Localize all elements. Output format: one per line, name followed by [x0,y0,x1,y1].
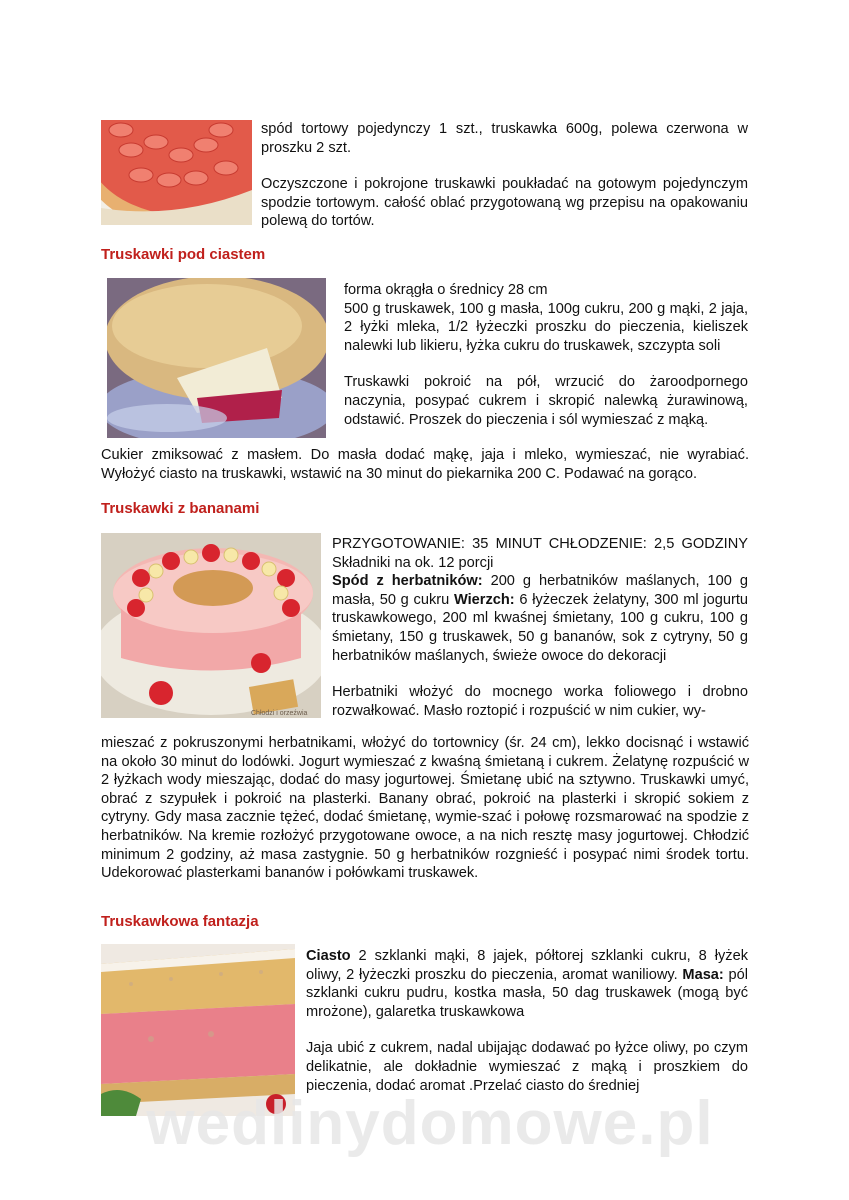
recipe3-base-label: Spód z herbatników: [332,573,483,590]
recipe1-ingredients: spód tortowy pojedynczy 1 szt., truskawka 600g, polewa czerwona w proszku 2 szt. [261,121,748,156]
recipe4-dough-label: Ciasto [306,948,351,964]
recipe2-ingredients: 500 g truskawek, 100 g masła, 100g cukru, 200 g mąki, 2 jaja, 2 łyżki mleka, 1/2 łyżeczki proszku do pieczenia, kieliszek nalewki lub likieru, łyżka cukru do truskawek, szczypta soli [344,300,748,354]
recipe4-ingredients [306,947,748,1021]
strawberry-tart-photo [101,120,252,225]
recipe1-text [261,120,748,231]
recipe4-mass-text: pól szklanki cukru pudru, kostka masła, 50 dag truskawek (mogą być mrożone), galaretka truskawkowa [306,966,749,1020]
recipe4-dough-text: 2 szklanki mąki, 8 jajek, półtorej szklanki cukru, 8 łyżek oliwy, 2 łyżeczki proszku do pieczenia, aromat waniliowy. [306,948,748,983]
recipe3-prep: PRZYGOTOWANIE: 35 MINUT CHŁODZENIE: 2,5 GODZINY Składniki na ok. 12 porcji [332,536,748,571]
recipe4-mass-label: Masa: [682,966,724,983]
recipe3-top-text: 6 łyżeczek żelatyny, 300 ml jogurtu truskawkowego, 200 ml kwaśnej śmietany, 100 g cukru, 100 g śmietany, 150 g truskawek, 50 g bananów, sok z cytryny, 50 g herbatników maślanych, świeże owoce do dekoracji [332,591,748,664]
recipe3-method-side: Herbatniki włożyć do mocnego worka foliowego i drobno rozwałkować. Masło roztopić i rozpuścić w nim cukier, wy- [332,684,748,719]
recipe2-form: forma okrągła o średnicy 28 cm [344,282,548,298]
recipe3-top-label: Wierzch: [453,591,515,608]
recipe4-method: Jaja ubić z cukrem, nadal ubijając dodawać po łyżce oliwy, po czym delikatnie, ale dokładnie wymieszać z mąką i proszkiem do pieczenia, dodać aromat .Przelać ciasto do średniej [306,1040,748,1094]
watermark: wedlinydomowe.pl [146,1089,714,1158]
recipe2-side-text [344,281,748,429]
recipe3-method-full: mieszać z pokruszonymi herbatnikami, włożyć do tortownicy (śr. 24 cm), lekko docisnąć i wstawić na około 30 minut do lodówki. Jogurt wymieszać z kwaśną śmietaną i cukrem. Żelatynę rozpuścić w 2 łyżkach wody mieszając, dodać do masy jogurtowej. Śmietanę ubić na sztywno. Truskawki umyć, obrać z szypułek i pokroić na plasterki. Banany obrać, pokroić na plasterki i skropić sokiem z cytryny. Gdy masa zacznie tężeć, dodać śmietanę, wymie-szać i połowę rozsmarować na spodzie z herbatników. Na kremie rozłożyć przygotowane owoce, a na nich resztę masy jogurtowej. Chłodzić minimum 2 godziny, aż masa zastygnie. 50 g herbatników rozgnieść i posypać nimi środek tortu. Udekorować plasterkami bananów i połówkami truskawek. [101,735,749,882]
recipe4-side-text [306,947,748,1095]
recipe1-method: Oczyszczone i pokrojone truskawki poukładać na gotowym pojedynczym spodzie tortowym. całość oblać przygotowaną wg przepisu na opakowaniu polewą do tortów. [261,176,748,230]
recipe3-title: Truskawki z bananami [101,500,260,517]
recipe3-side-text [332,535,748,720]
recipe3-ingredients [332,572,748,665]
recipe2-method-full: Cukier zmiksować z masłem. Do masła dodać mąkę, jaja i mleko, wymieszać, nie wyrabiać. Wyłożyć ciasto na truskawki, wstawić na 30 minut do piekarnika 200 C. Podawać na gorąco. [101,447,749,482]
recipe3-base-text: 200 g herbatników maślanych, 100 g masła, 50 g cukru [332,573,748,608]
recipe4-title: Truskawkowa fantazja [101,913,259,930]
strawberry-cake-photo [107,278,326,438]
recipe2-title: Truskawki pod ciastem [101,246,266,263]
photo-caption: Chłodzi i orzeźwia [251,710,308,717]
recipe2-method-side: Truskawki pokroić na pół, wrzucić do żaroodpornego naczynia, posypać cukrem i skropić nalewką żurawinową, odstawić. Proszek do pieczenia i sól wymieszać z mąką. [344,374,748,428]
strawberry-banana-cake-photo [101,533,321,718]
